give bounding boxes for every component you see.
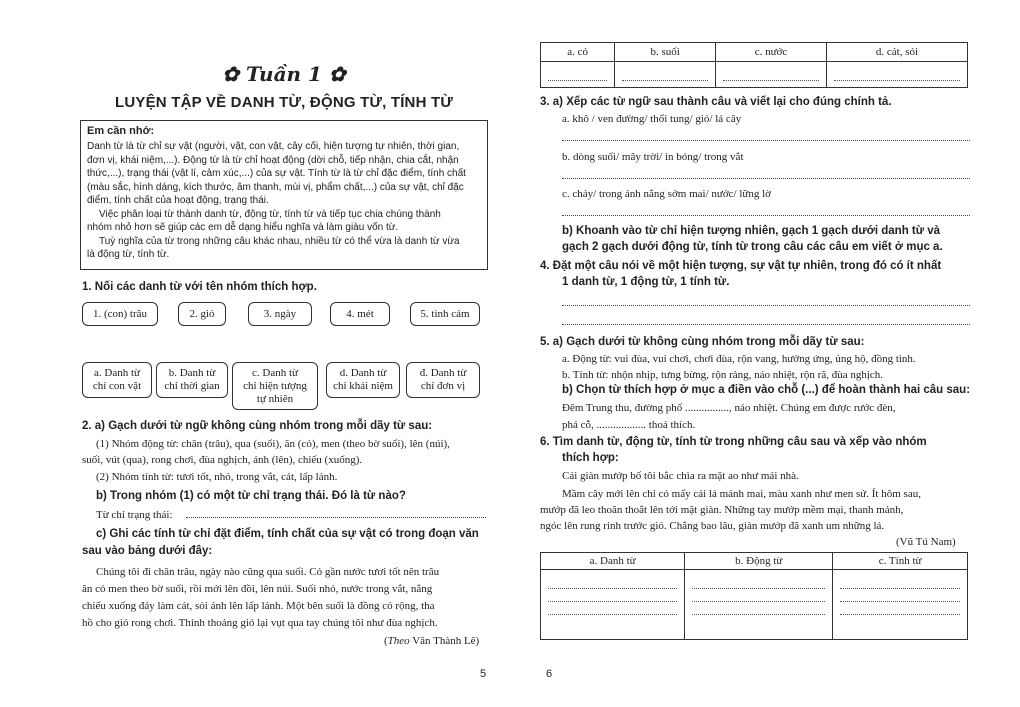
table-cell[interactable] (685, 570, 833, 640)
table-cell[interactable] (833, 570, 968, 640)
passage-line: Cái giàn mướp bố tôi bắc chìa ra mặt ao như mái nhà. (562, 470, 799, 482)
q3-item: b. dòng suối/ mây trời/ in bóng/ trong vắt (562, 151, 744, 163)
remember-line: Tuỳ nghĩa của từ trong những câu khác nhau, nhiều từ có thể vừa là danh từ vừa (99, 235, 460, 247)
remember-line: thức,...), trạng thái (vật lí, cảm xúc,...) của sự vật. Tính từ là từ chỉ đặc điểm, tính chất (87, 168, 466, 179)
lesson-heading: LUYỆN TẬP VỀ DANH TỪ, ĐỘNG TỪ, TÍNH TỪ (115, 94, 453, 111)
answer-line[interactable] (186, 517, 486, 518)
table-cell[interactable] (541, 62, 615, 88)
q4-title: 4. Đặt một câu nói về một hiện tượng, sự vật tự nhiên, trong đó có ít nhất (540, 260, 942, 272)
word-chip[interactable]: 3. ngày (248, 302, 312, 326)
q5a-line: a. Động từ: vui đùa, vui chơi, chơi đùa, rộn vang, hưởng ứng, ủng hộ, đồng tình. (562, 353, 916, 365)
remember-line: điểm, tính chất của hoạt động, trạng thái. (87, 195, 269, 206)
q3b-title-cont: gạch 2 gạch dưới động từ, tính từ trong câu các câu em viết ở mục a. (562, 241, 943, 253)
source-author: Văn Thành Lê) (409, 635, 480, 647)
q5b-line: Đêm Trung thu, đường phố ................, náo nhiệt. Chúng em được rước đèn, (562, 402, 896, 414)
q2c-title-cont: sau vào bảng dưới đây: (82, 545, 213, 557)
table-header: d. cát, sỏi (827, 43, 968, 62)
word-chip[interactable]: 5. tình cảm (410, 302, 480, 326)
answer-line[interactable] (562, 324, 970, 325)
remember-line: Việc phân loại từ thành danh từ, động từ, tính từ và tiếp tục chia chúng thành (99, 208, 441, 220)
answer-line[interactable] (562, 305, 970, 306)
table-header: c. Tính từ (833, 553, 968, 570)
week-title: ✿ Tuần 1 ✿ (222, 62, 346, 86)
q6-title-cont: thích hợp: (562, 452, 619, 464)
group-line: c. Danh từ (252, 366, 298, 379)
passage-source: (Vũ Tú Nam) (896, 536, 956, 548)
passage-line: mướp đã leo thoăn thoắt lên tới mặt giàn. Những tay mướp mềm mại, thanh mảnh, (540, 504, 904, 516)
group-line: đ. Danh từ (419, 367, 467, 379)
group-line: chỉ đơn vị (420, 380, 466, 392)
q2a-title: 2. a) Gạch dưới từ ngữ không cùng nhóm trong mỗi dãy từ sau: (82, 420, 433, 432)
answer-line[interactable] (562, 140, 970, 141)
group-line: chỉ hiện tượng (243, 379, 307, 392)
table-cell[interactable] (827, 62, 968, 88)
group-chip[interactable] (156, 362, 228, 398)
page-number: 5 (480, 668, 487, 680)
remember-line: nhóm nhỏ hơn sẽ giúp các em dễ dạng hiểu nghĩa và làm giàu vốn từ. (87, 222, 399, 233)
group-line: chỉ con vật (92, 380, 142, 392)
group-line: a. Danh từ (94, 367, 140, 379)
word-chip[interactable]: 4. mét (330, 302, 390, 326)
q6-title: 6. Tìm danh từ, động từ, tính từ trong những câu sau và xếp vào nhóm (540, 436, 927, 448)
answer-line[interactable] (562, 178, 970, 179)
group-line: chỉ khái niệm (333, 380, 393, 392)
group-line: d. Danh từ (339, 367, 387, 379)
q3-item: a. khô / ven đường/ thổi tung/ gió/ lá cây (562, 113, 742, 125)
table-cell[interactable] (716, 62, 827, 88)
passage-line: Chúng tôi đi chăn trâu, ngày nào cũng qua suối. Cỏ gần nước tươi tốt nên trâu (96, 566, 440, 578)
remember-title: Em cần nhớ: (87, 125, 155, 137)
q5a-title: 5. a) Gạch dưới từ không cùng nhóm trong mỗi dãy từ sau: (540, 336, 865, 348)
q2a-line: (2) Nhóm tính từ: tươi tốt, nhỏ, trong vắt, cát, lấp lánh. (96, 471, 338, 483)
table-header: a. cỏ (541, 43, 615, 62)
q5a-line: b. Tính từ: nhộn nhịp, tưng bừng, rộn rảng, náo nhiệt, rộn rã, đùa nghịch. (562, 369, 884, 381)
q3a-title: 3. a) Xếp các từ ngữ sau thành câu và viết lại cho đúng chính tả. (540, 96, 892, 108)
passage-source: (Theo Văn Thành Lê) (384, 635, 480, 647)
passage-line: Mầm cây mới lên chỉ có mấy cái lá mảnh mai, màu xanh như men sứ. Ít hôm sau, (562, 488, 921, 500)
table-cell[interactable] (615, 62, 716, 88)
word-chip[interactable]: 1. (con) trâu (82, 302, 158, 326)
q2b-title: b) Trong nhóm (1) có một từ chỉ trạng thái. Đó là từ nào? (96, 490, 406, 502)
q1-title: 1. Nối các danh từ với tên nhóm thích hợp. (82, 281, 317, 293)
group-chip[interactable] (406, 362, 480, 398)
right-page (510, 0, 1020, 707)
q3b-title: b) Khoanh vào từ chỉ hiện tượng nhiên, gạch 1 gạch dưới danh từ và (562, 225, 941, 237)
passage-line: chiếu xuống đáy làm cát, sỏi ánh lên lấp lánh. Một bên suối là đồng cỏ rộng, tha (82, 600, 435, 612)
group-chip[interactable] (232, 362, 318, 410)
passage-line: hồ cho gió rong chơi. Thỉnh thoảng gió lại vụt qua tay chúng tôi như đùa nghịch. (82, 617, 438, 629)
remember-line: là động từ, tính từ. (87, 249, 170, 260)
table-header: b. Động từ (685, 553, 833, 570)
page-number: 6 (546, 668, 553, 680)
q2a-line: suối, vút (qua), rong chơi, đùa nghịch, ánh (lên), chiếu (xuống). (82, 454, 363, 466)
table-header: a. Danh từ (541, 553, 685, 570)
adjective-table (540, 42, 968, 88)
q4-title-cont: 1 danh từ, 1 động từ, 1 tính từ. (562, 276, 730, 288)
word-chip[interactable]: 2. gió (178, 302, 226, 326)
group-line: tự nhiên (256, 392, 294, 405)
group-line: chỉ thời gian (164, 380, 220, 392)
q3-item: c. chảy/ trong ánh nắng sớm mai/ nước/ lững lờ (562, 188, 771, 200)
q2c-title: c) Ghi các tính từ chỉ đặt điểm, tính chất của sự vật có trong đoạn văn (96, 528, 479, 540)
source-prefix: Theo (387, 635, 410, 647)
remember-line: đơn vị, khái niệm,...). Động từ là từ chỉ hoạt động (dời chỗ, tiếp nhận, chia cắt, nhận (87, 154, 459, 166)
table-cell[interactable] (541, 570, 685, 640)
remember-box (80, 120, 488, 270)
group-chip[interactable] (82, 362, 152, 398)
passage-line: ăn cỏ men theo bờ suối, rồi mới lên đồi, lên núi. Suối nhỏ, nước trong vắt, nắng (82, 583, 433, 595)
passage-line: ngóc lên rung rinh trước gió. Chẳng bao lâu, giàn mướp đã xanh um những lá. (540, 520, 885, 532)
answer-line[interactable] (562, 215, 970, 216)
remember-line: Danh từ là từ chỉ sự vật (người, vật, con vật, cây cối, hiện tượng tự nhiên, thời gian, (87, 141, 460, 152)
word-class-table (540, 552, 968, 640)
group-chip[interactable] (326, 362, 400, 398)
q2b-answer-label: Từ chỉ trạng thái: (96, 509, 173, 521)
q5b-title: b) Chọn từ thích hợp ở mục a điền vào chỗ (...) để hoàn thành hai câu sau: (562, 384, 971, 396)
group-line: b. Danh từ (168, 367, 216, 379)
table-header: b. suối (615, 43, 716, 62)
q2a-line: (1) Nhóm động từ: chăn (trâu), qua (suối), ăn (cỏ), men (theo bờ suối), lên (núi), (96, 438, 450, 450)
table-header: c. nước (716, 43, 827, 62)
remember-line: (màu sắc, hình dáng, kích thước, âm thanh, mùi vị, phẩm chất,...) của sự vật, chỉ đặc (87, 181, 464, 193)
q5b-line: phá cỗ, .................. thoả thích. (562, 419, 696, 431)
